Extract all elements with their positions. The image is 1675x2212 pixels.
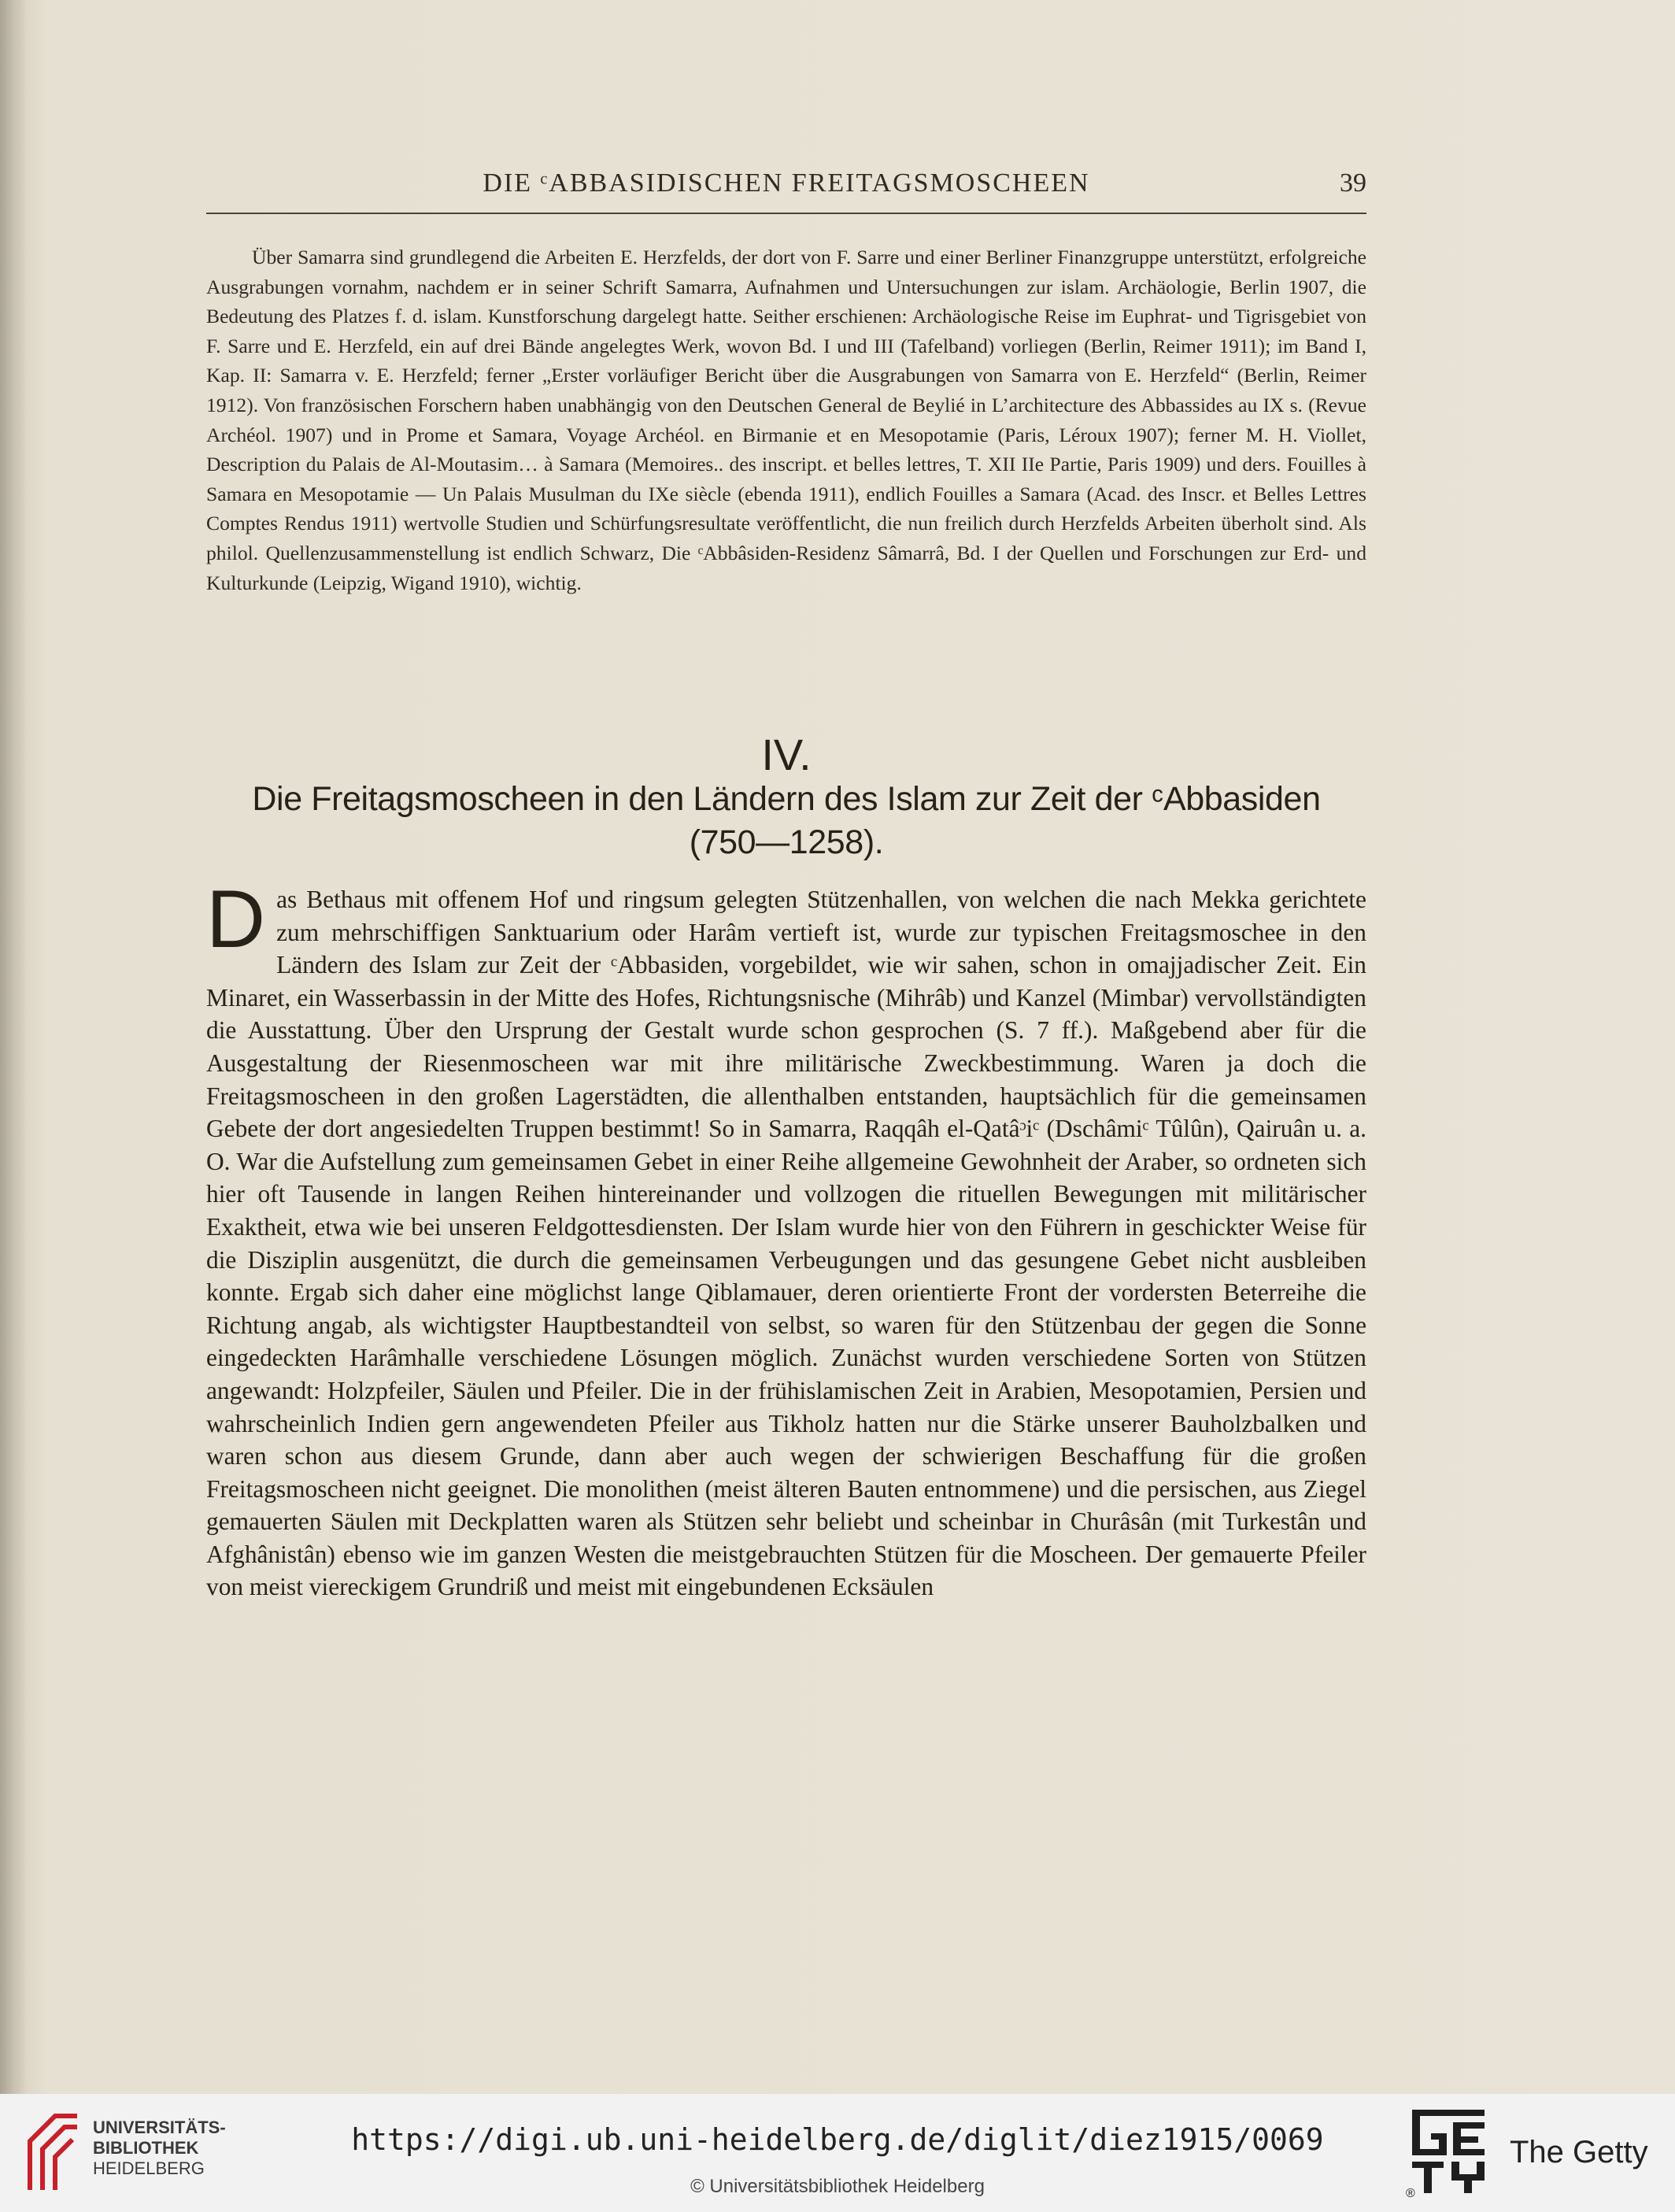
permalink-url[interactable]: https://digi.ub.uni-heidelberg.de/diglit/diez1915/0069 (351, 2122, 1324, 2157)
registered-mark: ® (1406, 2187, 1415, 2200)
chapter-number: IV. (761, 730, 812, 779)
viewer-footer (0, 2094, 1675, 2212)
drop-cap: D (206, 874, 266, 965)
running-title: DIE ᶜABBASIDISCHEN FREITAGSMOSCHEEN (483, 168, 1090, 198)
page-header (206, 168, 1366, 214)
library-name-line-2: BIBLIOTHEK (93, 2138, 199, 2158)
chapter-title-line-1: Die Freitagsmoscheen in den Ländern des Islam zur Zeit der ᶜAbbasiden (252, 780, 1321, 818)
chapter-title (190, 778, 1382, 864)
library-name-line-3: HEIDELBERG (93, 2158, 205, 2178)
body-paragraph (206, 874, 1366, 1604)
getty-logo-icon[interactable] (1412, 2110, 1485, 2193)
library-name-line-1: UNIVERSITÄTS- (93, 2118, 226, 2137)
chapter-title-line-2: (750—1258). (689, 823, 884, 861)
page-binding-edge (0, 0, 27, 2094)
copyright-notice: © Universitätsbibliothek Heidelberg (690, 2176, 985, 2197)
body-text: as Bethaus mit offenem Hof und ringsum gelegten Stützenhallen, von welchen die nach Mekka gerichtete zum mehrschiffigen Sanktuarium oder Harâm vertieft ist, wurde zur typischen Freitagsmoschee in den Ländern des Islam zur Zeit der ᶜAbbasiden, vorgebildet, wie wir sahen, schon in omajjadischer Zeit. Ein Minaret, ein Wasserbassin in der Mitte des Hofes, Richtungsnische (Mihrâb) und Kanzel (Mimbar) vervollständigten die Ausstattung. Über den Ursprung der Gestalt wurde schon gesprochen (S. 7 ff.). Maßgebend aber für die Ausgestaltung der Riesenmoscheen war mit ihre militärische Zweckbestimmung. Waren ja doch die Freitagsmoscheen in den großen Lagerstädten, die allenthalben entstanden, hauptsächlich für die gemeinsamen Gebete der dort angesiedelten Truppen bestimmt! So in Samarra, Raqqâh el-Qatâᵓiᶜ (Dschâmiᶜ Tûlûn), Qairuân u. a. O. War die Aufstellung zum gemeinsamen Gebet in einer Reihe allgemeine Gewohnheit der Araber, so ordneten sich hier oft Tausende in langen Reihen hintereinander und vollzogen die rituellen Bewegungen mit militärischer Exaktheit, etwa wie bei unseren Feldgottesdiensten. Der Islam wurde hier von den Führern in geschickter Weise für die Disziplin ausgenützt, die durch die gemeinsamen Verbeugungen und das gesungene Gebet nicht ausbleiben konnte. Ergab sich daher eine möglichst lange Qiblamauer, deren orientierte Front der vordersten Beterreihe die Richtung angab, als wichtigster Hauptbestandteil von selbst, so waren für den Stützenbau der gegen die Sonne eingedeckten Harâmhalle verschiedene Lösungen möglich. Zunächst wurden verschiedene Sorten von Stützen angewandt: Holzpfeiler, Säulen und Pfeiler. Die in der frühislamischen Zeit in Arabien, Mesopotamien, Persien und wahrscheinlich Indien gern angewendeten Pfeiler aus Tikholz hatten nur die Stärke unserer Bauholzbalken und waren schon aus diesem Grunde, dann aber auch wegen der schwierigen Beschaffung für die großen Freitagsmoscheen nicht geeignet. Die monolithen (meist älteren Bauten entnommene) und die persischen, aus Ziegel gemauerten Säulen mit Deckplatten waren als Stützen sehr beliebt und scheinbar in Churâsân (mit Turkestân und Afghânistân) ebenso wie im ganzen Westen die meistgebrauchten Stützen für die Moscheen. Der gemauerte Pfeiler von meist viereckigem Grundriß und meist mit eingebundenen Ecksäulen (206, 886, 1366, 1601)
footnote-paragraph: Über Samarra sind grundlegend die Arbeiten E. Herzfelds, der dort von F. Sarre und einer Berliner Finanzgruppe unterstützt, erfolgreiche Ausgrabungen vornahm, nachdem er in seiner Schrift Samarra, Aufnahmen und Untersuchungen zur islam. Archäologie, Berlin 1907, die Bedeutung des Platzes f. d. islam. Kunstforschung dargelegt hatte. Seither erschienen: Archäologische Reise im Euphrat- und Tigrisgebiet von F. Sarre und E. Herzfeld, ein auf drei Bände angelegtes Werk, wovon Bd. I und III (Tafelband) vorliegen (Berlin, Reimer 1911); im Band I, Kap. II: Samarra v. E. Herzfeld; ferner „Erster vorläufiger Bericht über die Ausgrabungen von Samarra von E. Herzfeld“ (Berlin, Reimer 1912). Von französischen Forschern haben unabhängig von den Deutschen General de Beylié in L’architecture des Abbassides au IX s. (Revue Archéol. 1907) und in Prome et Samara, Voyage Archéol. en Birmanie et en Mesopotamie (Paris, Léroux 1907); ferner M. H. Viollet, Description du Palais de Al-Moutasim… à Samara (Memoires.. des inscript. et belles lettres, T. XII IIe Partie, Paris 1909) und ders. Fouilles à Samara en Mesopotamie — Un Palais Musulman du IXe siècle (ebenda 1911), endlich Fouilles a Samara (Acad. des Inscr. et Belles Lettres Comptes Rendus 1911) wertvolle Studien und Schürfungsresultate veröffentlicht, die nun freilich durch Herzfelds Arbeiten überholt sind. Als philol. Quellenzusammenstellung ist endlich Schwarz, Die ᶜAbbâsiden-Residenz Sâmarrâ, Bd. I der Quellen und Forschungen zur Erd- und Kulturkunde (Leipzig, Wigand 1910), wichtig. (206, 246, 1366, 594)
page-number: 39 (1340, 168, 1366, 198)
partner-name[interactable]: The Getty (1510, 2135, 1648, 2169)
